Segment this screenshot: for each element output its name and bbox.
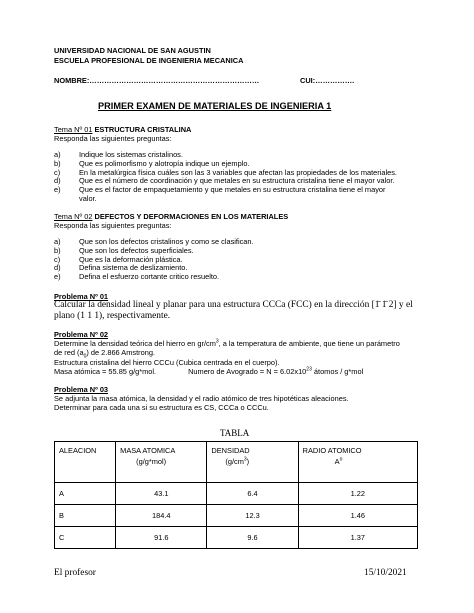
problema1-line2: plano (1 1 1), respectivamente. bbox=[54, 311, 171, 321]
list-item: e) Que es el factor de empaquetamiento y que metales en su estructura cristalina tiene el mayor bbox=[54, 185, 386, 195]
table-cell: A bbox=[55, 483, 116, 505]
list-item: d) Que es el número de coordinación y que metales en su estructura cristalina tiene el mayor valor. bbox=[54, 176, 395, 186]
table-cell: 6.4 bbox=[207, 483, 298, 505]
tema2-question-list bbox=[54, 238, 434, 282]
table-header-cell: MASA ATOMICA (g/g*mol) bbox=[116, 442, 207, 483]
list-item: a) Indique los sistemas cristalinos. bbox=[54, 150, 183, 159]
problema1-label: Problema Nº 01 bbox=[54, 292, 109, 301]
table-cell: 9.6 bbox=[207, 527, 298, 549]
list-item: a) Que son los defectos cristalinos y como se clasifican. bbox=[54, 237, 254, 246]
list-item: c) Que es la deformación plástica. bbox=[54, 254, 183, 264]
problema2-label: Problema Nº 02 bbox=[54, 330, 109, 339]
table-cell: 1.46 bbox=[298, 505, 417, 527]
tema1-intro: Responda las siguientes preguntas: bbox=[54, 134, 172, 143]
tema2-label: Tema Nº 02 bbox=[54, 212, 93, 221]
university-name: UNIVERSIDAD NACIONAL DE SAN AGUSTIN bbox=[54, 46, 211, 55]
problema2-line3: Estructura cristalina del hierro CCCu (Cubica centrada en el cuerpo). bbox=[54, 358, 280, 367]
table-row bbox=[55, 505, 418, 527]
table-header-cell: RADIO ATOMICO $A^o$ bbox=[298, 442, 417, 483]
table-cell: C bbox=[55, 527, 116, 549]
problema3-line2: Determinar para cada una si su estructura es CS, CCCa o CCCu. bbox=[54, 403, 269, 412]
table-header-cell: DENSIDAD $(g/cm^3)$ bbox=[207, 442, 298, 483]
tema1-heading bbox=[54, 125, 191, 134]
problema2-line4: Masa atómica = 55.85 g/g*mol. Numero de Avogrado = $N = 6.02x10^{23}$ átomos / g*mol bbox=[54, 366, 364, 376]
school-name: ESCUELA PROFESIONAL DE INGENIERIA MECANICA bbox=[54, 56, 244, 65]
table-cell: 1.37 bbox=[298, 527, 417, 549]
tema1-label: Tema Nº 01 bbox=[54, 125, 93, 134]
tema1-question-list bbox=[54, 151, 434, 204]
tema2-title: DEFECTOS Y DEFORMACIONES EN LOS MATERIALES bbox=[92, 212, 289, 221]
exam-title: PRIMER EXAMEN DE MATERIALES DE INGENIERIA 1 bbox=[98, 101, 332, 111]
table-header-row bbox=[55, 442, 418, 483]
table-row bbox=[55, 483, 418, 505]
list-item: valor. bbox=[79, 193, 97, 203]
problema3-label: Problema Nº 03 bbox=[54, 385, 109, 394]
tema1-title: ESTRUCTURA CRISTALINA bbox=[92, 125, 192, 134]
table-cell: 1.22 bbox=[298, 483, 417, 505]
list-item: b) Que es polimorfismo y alotropía indique un ejemplo. bbox=[54, 158, 250, 168]
list-item: e) Defina el esfuerzo cortante critico resuelto. bbox=[54, 272, 220, 282]
problema1-line1: Calcular la densidad lineal y planar para una estructura CCCa (FCC) en la dirección [1̄ 1̄ 2] y el bbox=[54, 300, 413, 310]
table-cell: 91.6 bbox=[116, 527, 207, 549]
cui-field-label: CUI:……………. bbox=[300, 76, 355, 85]
table-header-cell: ALEACION bbox=[55, 442, 116, 483]
alloy-table bbox=[54, 441, 418, 549]
table-cell: B bbox=[55, 505, 116, 527]
signature-label: El profesor bbox=[54, 568, 96, 578]
tema2-intro: Responda las siguientes preguntas: bbox=[54, 221, 172, 230]
name-field-label: NOMBRE:…………………………………………………………… bbox=[54, 76, 260, 85]
problema3-line1: Se adjunta la masa atómica, la densidad y el radio atómico de tres hipotéticas aleaciones. bbox=[54, 394, 349, 403]
table-cell: 43.1 bbox=[116, 483, 207, 505]
problema2-line1: Determine la densidad teórica del hierro en $gr/cm^3$, a la temperatura de ambiente, que tiene un parámetro bbox=[54, 338, 400, 348]
list-item: d) Defina sistema de deslizamiento. bbox=[54, 263, 188, 273]
table-row bbox=[55, 527, 418, 549]
exam-date: 15/10/2021 bbox=[364, 568, 407, 578]
table-cell: 184.4 bbox=[116, 505, 207, 527]
problema2-line2: de red $(a_0)$ de 2.866 Amstrong. bbox=[54, 348, 155, 360]
table-cell: 12.3 bbox=[207, 505, 298, 527]
tema2-heading bbox=[54, 212, 288, 221]
table-caption: TABLA bbox=[220, 428, 250, 438]
list-item: c) En la metalúrgica física cuáles son las 3 variables que afectan las propiedades de los materiales. bbox=[54, 167, 397, 177]
list-item: b) Que son los defectos superficiales. bbox=[54, 245, 194, 255]
